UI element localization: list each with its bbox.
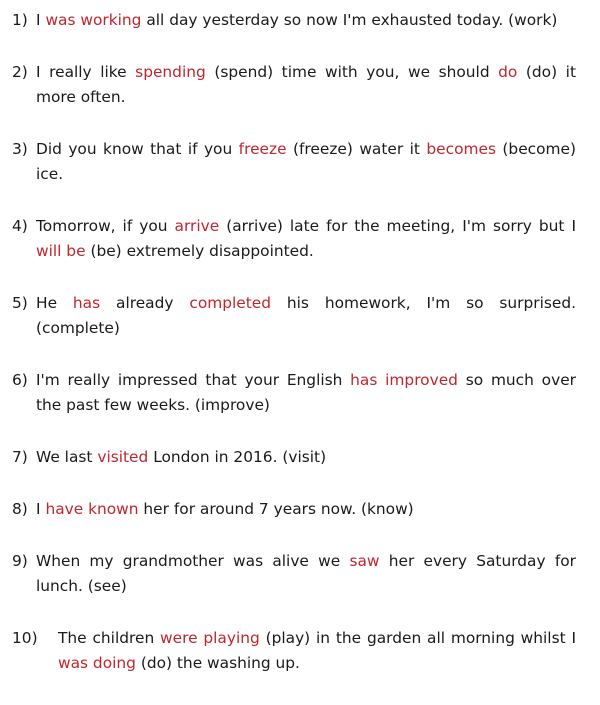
exercise-item	[12, 626, 576, 676]
answer-text: do	[498, 63, 518, 81]
item-number: 6)	[12, 371, 28, 389]
answer-text: have known	[45, 500, 139, 518]
item-sentence	[36, 445, 576, 470]
exercise-item	[12, 445, 576, 470]
answer-text: will be	[36, 242, 86, 260]
sentence-text: London in 2016. (visit)	[148, 448, 327, 466]
exercise-item	[12, 214, 576, 264]
sentence-text: We last	[36, 448, 98, 466]
sentence-text: I'm really impressed that your English	[36, 371, 351, 389]
sentence-text: so much over the past few weeks. (improve)	[36, 371, 576, 414]
sentence-text: Tomorrow, if you	[36, 217, 175, 235]
sentence-text: I	[36, 500, 46, 518]
answer-text: freeze	[238, 140, 287, 158]
sentence-text: I	[36, 11, 46, 29]
sentence-text: her every Saturday for lunch. (see)	[36, 552, 576, 595]
item-sentence	[36, 497, 576, 522]
sentence-text: I really like	[36, 63, 136, 81]
item-sentence	[58, 626, 576, 676]
exercise-item	[12, 8, 576, 33]
item-sentence	[36, 291, 576, 341]
exercise-item	[12, 368, 576, 418]
item-number: 3)	[12, 140, 28, 158]
item-number: 2)	[12, 63, 28, 81]
item-number: 5)	[12, 294, 28, 312]
answer-text: spending	[135, 63, 206, 81]
sentence-text: (become) ice.	[36, 140, 577, 183]
sentence-text: (be) extremely disappointed.	[85, 242, 314, 260]
item-sentence	[36, 137, 576, 187]
sentence-text: his homework, I'm so surprised. (complete)	[36, 294, 577, 337]
item-number: 4)	[12, 217, 28, 235]
answer-text: visited	[97, 448, 149, 466]
answer-text: has improved	[350, 371, 458, 389]
answer-text: becomes	[426, 140, 496, 158]
item-number: 9)	[12, 552, 28, 570]
item-sentence	[36, 549, 576, 599]
answer-text: were playing	[160, 629, 260, 647]
sentence-text: (arrive) late for the meeting, I'm sorry but I	[219, 217, 576, 235]
sentence-text: (play) in the garden all morning whilst I	[259, 629, 576, 647]
sentence-text: (freeze) water it	[286, 140, 427, 158]
exercise-list	[12, 8, 576, 676]
item-sentence	[36, 60, 576, 110]
item-sentence	[36, 214, 576, 264]
sentence-text: (do) the washing up.	[135, 654, 300, 672]
sentence-text: (do) it more often.	[36, 63, 576, 106]
answer-text: was doing	[58, 654, 136, 672]
item-number: 7)	[12, 448, 28, 466]
sentence-text: all day yesterday so now I'm exhausted today. (work)	[141, 11, 558, 29]
answer-text: arrive	[174, 217, 220, 235]
exercise-item	[12, 291, 576, 341]
exercise-item	[12, 137, 576, 187]
item-number: 10)	[12, 629, 38, 647]
item-sentence	[36, 8, 576, 33]
item-sentence	[36, 368, 576, 418]
item-number: 8)	[12, 500, 28, 518]
answer-text: was working	[45, 11, 142, 29]
sentence-text: her for around 7 years now. (know)	[138, 500, 414, 518]
sentence-text: He	[36, 294, 73, 312]
sentence-text: Did you know that if you	[36, 140, 239, 158]
exercise-item	[12, 497, 576, 522]
sentence-text: already	[100, 294, 190, 312]
sentence-text: The children	[58, 629, 161, 647]
item-number: 1)	[12, 11, 28, 29]
answer-text: saw	[349, 552, 380, 570]
exercise-item	[12, 549, 576, 599]
answer-text: has	[72, 294, 101, 312]
sentence-text: (spend) time with you, we should	[205, 63, 499, 81]
sentence-text: When my grandmother was alive we	[36, 552, 350, 570]
exercise-item	[12, 60, 576, 110]
answer-text: completed	[189, 294, 272, 312]
